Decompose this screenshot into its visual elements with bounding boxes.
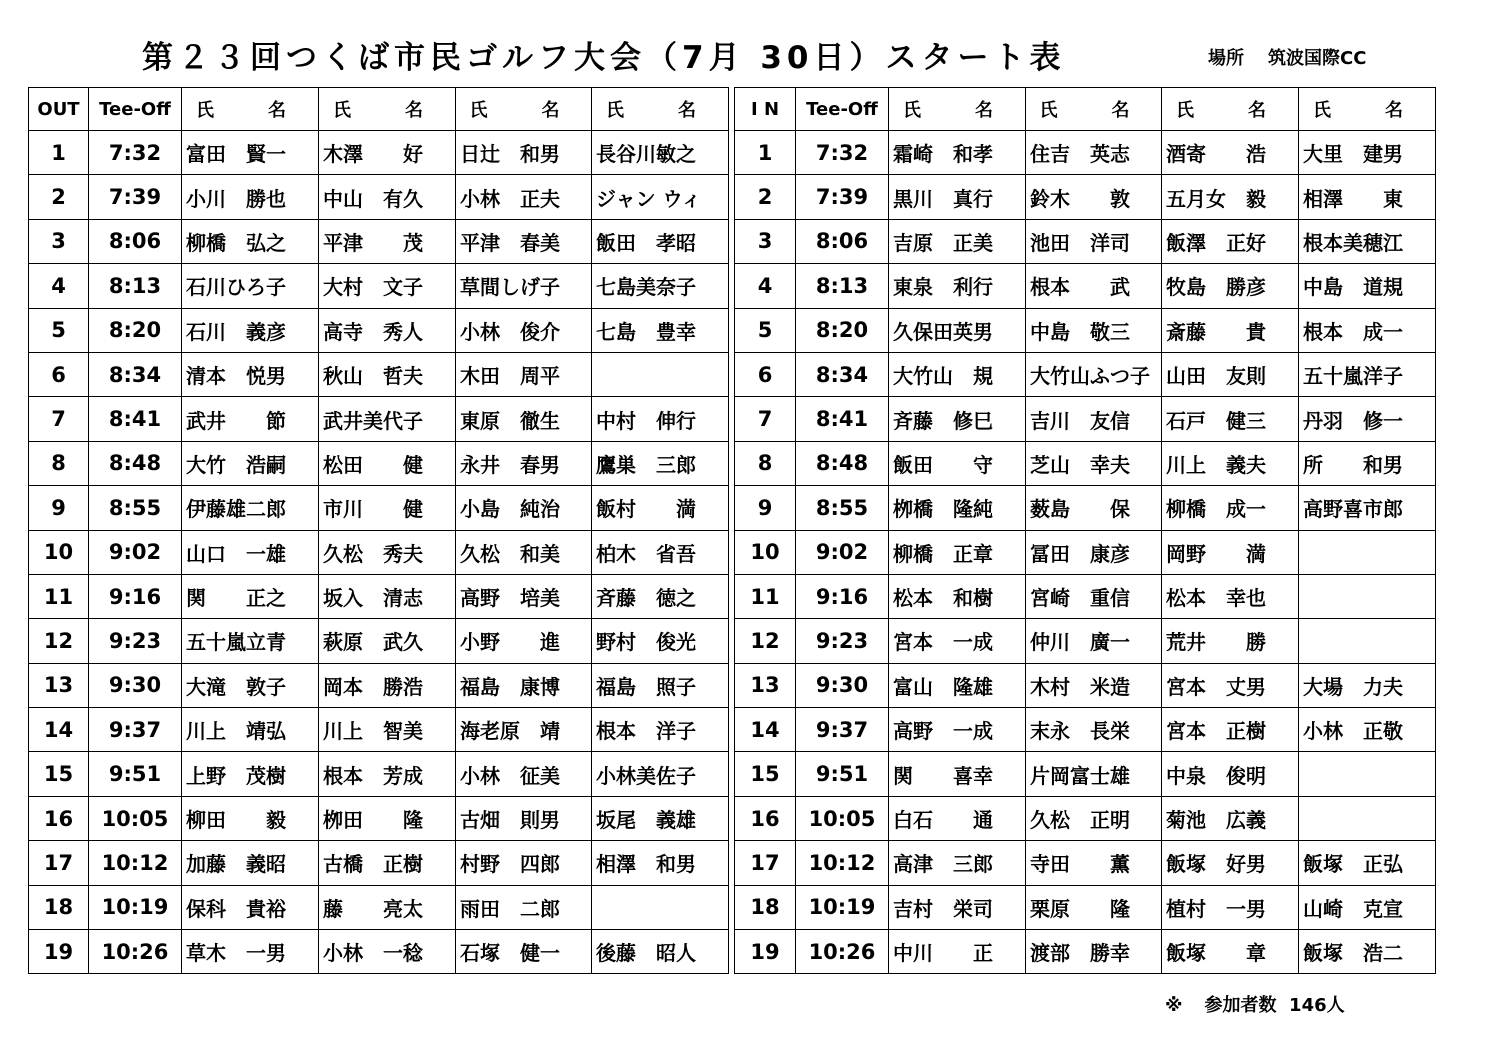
name-header: 氏 名 [456, 88, 592, 131]
group-number: 16 [29, 796, 89, 840]
table-row [29, 486, 729, 530]
player-name: 仲川 廣一 [1026, 619, 1162, 663]
table-row [29, 930, 729, 974]
group-number: 14 [29, 708, 89, 752]
player-name: 根本美穂江 [1299, 219, 1436, 263]
group-number: 9 [29, 486, 89, 530]
player-name: 石戸 健三 [1162, 397, 1299, 441]
tee-off-time: 8:34 [89, 352, 182, 396]
player-name [1299, 619, 1436, 663]
table-row [29, 752, 729, 796]
player-name: 宮本 丈男 [1162, 663, 1299, 707]
player-name: 武井美代子 [319, 397, 456, 441]
group-number: 10 [29, 530, 89, 574]
player-name: 古橋 正樹 [319, 841, 456, 885]
player-name: 栁橋 隆純 [889, 486, 1026, 530]
player-name: 長谷川敏之 [592, 131, 729, 175]
group-number: 19 [29, 930, 89, 974]
player-name: 関 正之 [182, 574, 319, 618]
course-header: OUT [29, 88, 89, 131]
player-name: 中島 道規 [1299, 264, 1436, 308]
player-name: 福島 照子 [592, 663, 729, 707]
player-name: 高野 培美 [456, 574, 592, 618]
player-name: 宮崎 重信 [1026, 574, 1162, 618]
tee-off-time: 8:06 [796, 219, 889, 263]
table-row [735, 708, 1436, 752]
player-name: 東泉 利行 [889, 264, 1026, 308]
group-number: 10 [735, 530, 796, 574]
player-name: 柳橋 弘之 [182, 219, 319, 263]
tee-off-time: 10:12 [796, 841, 889, 885]
player-name: 大滝 敦子 [182, 663, 319, 707]
player-name: 清本 悦男 [182, 352, 319, 396]
tee-off-header: Tee-Off [89, 88, 182, 131]
player-name: 川上 智美 [319, 708, 456, 752]
tee-off-time: 7:39 [796, 175, 889, 219]
table-row [735, 264, 1436, 308]
tee-off-time: 8:13 [796, 264, 889, 308]
player-name: 中島 敬三 [1026, 308, 1162, 352]
in-start-table [734, 87, 1436, 974]
tee-off-time: 10:19 [796, 885, 889, 929]
group-number: 7 [29, 397, 89, 441]
tee-off-time: 8:48 [796, 441, 889, 485]
player-name: 牧島 勝彦 [1162, 264, 1299, 308]
group-number: 2 [735, 175, 796, 219]
player-name: 後藤 昭人 [592, 930, 729, 974]
player-name: 木澤 好 [319, 131, 456, 175]
group-number: 4 [735, 264, 796, 308]
player-name: 薮島 保 [1026, 486, 1162, 530]
player-name: 萩原 武久 [319, 619, 456, 663]
player-name: 植村 一男 [1162, 885, 1299, 929]
tee-off-time: 7:39 [89, 175, 182, 219]
player-name: 久松 秀夫 [319, 530, 456, 574]
player-name: 平津 春美 [456, 219, 592, 263]
table-row [29, 619, 729, 663]
player-name: ジャン ウィ [592, 175, 729, 219]
tee-off-time: 9:02 [89, 530, 182, 574]
player-name: 吉川 友信 [1026, 397, 1162, 441]
tee-off-time: 9:30 [89, 663, 182, 707]
player-name: 斉藤 徳之 [592, 574, 729, 618]
player-name: 末永 長栄 [1026, 708, 1162, 752]
tee-off-time: 8:48 [89, 441, 182, 485]
player-name: 大村 文子 [319, 264, 456, 308]
player-name: 坂尾 義雄 [592, 796, 729, 840]
out-header-row [29, 88, 729, 131]
table-row [735, 574, 1436, 618]
in-header-row [735, 88, 1436, 131]
table-row [29, 131, 729, 175]
player-name: 関 喜幸 [889, 752, 1026, 796]
venue-label: 場所 [1208, 48, 1244, 69]
player-name: 宮本 一成 [889, 619, 1026, 663]
player-name: 小野 進 [456, 619, 592, 663]
table-row [735, 486, 1436, 530]
out-start-table [28, 87, 729, 974]
player-name: 雨田 二郎 [456, 885, 592, 929]
player-name: 小林 俊介 [456, 308, 592, 352]
player-name: 野村 俊光 [592, 619, 729, 663]
group-number: 6 [29, 352, 89, 396]
player-name: 松本 幸也 [1162, 574, 1299, 618]
player-name: 相澤 東 [1299, 175, 1436, 219]
group-number: 3 [735, 219, 796, 263]
player-name: 五月女 毅 [1162, 175, 1299, 219]
player-name: 斎藤 貴 [1162, 308, 1299, 352]
group-number: 13 [29, 663, 89, 707]
table-row [29, 441, 729, 485]
player-name: 平津 茂 [319, 219, 456, 263]
name-header: 氏 名 [182, 88, 319, 131]
tee-off-time: 8:20 [89, 308, 182, 352]
player-name: 所 和男 [1299, 441, 1436, 485]
table-row [735, 352, 1436, 396]
group-number: 8 [29, 441, 89, 485]
note-mark: ※ [1165, 995, 1183, 1016]
player-name: 松本 和樹 [889, 574, 1026, 618]
player-name: 村野 四郎 [456, 841, 592, 885]
player-name: 中川 正 [889, 930, 1026, 974]
player-name: 冨田 康彦 [1026, 530, 1162, 574]
tee-off-time: 8:41 [796, 397, 889, 441]
table-row [735, 885, 1436, 929]
player-name: 上野 茂樹 [182, 752, 319, 796]
player-name: 久松 正明 [1026, 796, 1162, 840]
group-number: 4 [29, 264, 89, 308]
player-name: 根本 武 [1026, 264, 1162, 308]
player-name: 大竹山ふつ子 [1026, 352, 1162, 396]
group-number: 11 [29, 574, 89, 618]
group-number: 17 [735, 841, 796, 885]
name-header: 氏 名 [319, 88, 456, 131]
group-number: 19 [735, 930, 796, 974]
player-name: 相澤 和男 [592, 841, 729, 885]
player-name: 渡部 勝幸 [1026, 930, 1162, 974]
player-name: 高野喜市郎 [1299, 486, 1436, 530]
venue-name: 筑波国際CC [1268, 48, 1367, 69]
table-row [735, 219, 1436, 263]
player-name: 草間しげ子 [456, 264, 592, 308]
table-row [735, 663, 1436, 707]
player-name: 石川ひろ子 [182, 264, 319, 308]
table-row [735, 930, 1436, 974]
player-name: 坂入 清志 [319, 574, 456, 618]
tee-off-time: 9:30 [796, 663, 889, 707]
player-name: 秋山 哲夫 [319, 352, 456, 396]
player-name: 斉藤 修巳 [889, 397, 1026, 441]
tee-off-time: 10:05 [89, 796, 182, 840]
group-number: 2 [29, 175, 89, 219]
player-name: 高寺 秀人 [319, 308, 456, 352]
player-name: 市川 健 [319, 486, 456, 530]
group-number: 12 [735, 619, 796, 663]
player-name: 吉原 正美 [889, 219, 1026, 263]
table-row [735, 397, 1436, 441]
tee-off-time: 8:55 [796, 486, 889, 530]
player-name [1299, 530, 1436, 574]
player-name: 福島 康博 [456, 663, 592, 707]
table-row [735, 175, 1436, 219]
group-number: 18 [29, 885, 89, 929]
table-row [735, 619, 1436, 663]
player-name: 飯塚 正弘 [1299, 841, 1436, 885]
player-name [592, 352, 729, 396]
player-name [592, 885, 729, 929]
player-name: 山田 友則 [1162, 352, 1299, 396]
participant-summary [1165, 992, 1425, 1020]
player-name: 久松 和美 [456, 530, 592, 574]
player-name: 酒寄 浩 [1162, 131, 1299, 175]
player-name: 富山 隆雄 [889, 663, 1026, 707]
tee-off-header: Tee-Off [796, 88, 889, 131]
player-name: 白石 通 [889, 796, 1026, 840]
player-name: 松田 健 [319, 441, 456, 485]
player-name: 加藤 義昭 [182, 841, 319, 885]
player-name: 小林 正敬 [1299, 708, 1436, 752]
player-name: 柳田 毅 [182, 796, 319, 840]
player-name: 飯澤 正好 [1162, 219, 1299, 263]
group-number: 1 [735, 131, 796, 175]
name-header: 氏 名 [1026, 88, 1162, 131]
player-name: 川上 靖弘 [182, 708, 319, 752]
group-number: 11 [735, 574, 796, 618]
table-row [735, 752, 1436, 796]
group-number: 12 [29, 619, 89, 663]
group-number: 9 [735, 486, 796, 530]
player-name: 柏木 省吾 [592, 530, 729, 574]
player-name: 根本 成一 [1299, 308, 1436, 352]
player-name: 池田 洋司 [1026, 219, 1162, 263]
table-row [29, 397, 729, 441]
table-row [29, 175, 729, 219]
player-name: 小林 正夫 [456, 175, 592, 219]
player-name: 草木 一男 [182, 930, 319, 974]
player-name: 大竹 浩嗣 [182, 441, 319, 485]
group-number: 8 [735, 441, 796, 485]
player-name: 小林美佐子 [592, 752, 729, 796]
table-row [29, 708, 729, 752]
player-name: 根本 芳成 [319, 752, 456, 796]
player-name: 中山 有久 [319, 175, 456, 219]
venue-info [1208, 44, 1408, 74]
table-row [735, 441, 1436, 485]
tee-off-time: 10:19 [89, 885, 182, 929]
tee-off-time: 9:23 [796, 619, 889, 663]
group-number: 16 [735, 796, 796, 840]
group-number: 5 [735, 308, 796, 352]
player-name: 伊藤雄二郎 [182, 486, 319, 530]
player-name: 川上 義夫 [1162, 441, 1299, 485]
tee-off-time: 8:34 [796, 352, 889, 396]
player-name: 小林 征美 [456, 752, 592, 796]
table-row [735, 530, 1436, 574]
table-row [29, 885, 729, 929]
player-name: 柳橋 成一 [1162, 486, 1299, 530]
tee-off-time: 9:23 [89, 619, 182, 663]
tee-off-time: 9:37 [796, 708, 889, 752]
tee-off-time: 7:32 [89, 131, 182, 175]
player-name: 飯塚 好男 [1162, 841, 1299, 885]
tee-off-time: 8:55 [89, 486, 182, 530]
player-name: 大里 建男 [1299, 131, 1436, 175]
player-name: 岡本 勝浩 [319, 663, 456, 707]
table-row [29, 663, 729, 707]
name-header: 氏 名 [1299, 88, 1436, 131]
player-name: 永井 春男 [456, 441, 592, 485]
tee-off-time: 9:16 [89, 574, 182, 618]
tee-off-time: 9:02 [796, 530, 889, 574]
table-row [29, 219, 729, 263]
tee-off-time: 8:13 [89, 264, 182, 308]
tee-off-time: 10:05 [796, 796, 889, 840]
player-name: 中泉 俊明 [1162, 752, 1299, 796]
player-name: 木田 周平 [456, 352, 592, 396]
table-row [29, 264, 729, 308]
name-header: 氏 名 [592, 88, 729, 131]
player-name: 飯田 孝昭 [592, 219, 729, 263]
table-row [29, 308, 729, 352]
player-name: 宮本 正樹 [1162, 708, 1299, 752]
player-name: 山崎 克宣 [1299, 885, 1436, 929]
player-name: 山口 一雄 [182, 530, 319, 574]
name-header: 氏 名 [1162, 88, 1299, 131]
table-row [29, 796, 729, 840]
table-row [735, 796, 1436, 840]
player-name: 片岡富士雄 [1026, 752, 1162, 796]
player-name: 久保田英男 [889, 308, 1026, 352]
player-name: 古畑 則男 [456, 796, 592, 840]
player-name [1299, 752, 1436, 796]
table-row [735, 131, 1436, 175]
tee-off-time: 9:51 [89, 752, 182, 796]
tee-off-time: 10:26 [89, 930, 182, 974]
player-name: 武井 節 [182, 397, 319, 441]
player-name: 寺田 薫 [1026, 841, 1162, 885]
player-name: 保科 貴裕 [182, 885, 319, 929]
player-name: 七島 豊幸 [592, 308, 729, 352]
group-number: 5 [29, 308, 89, 352]
player-name: 柳橋 正章 [889, 530, 1026, 574]
table-row [735, 308, 1436, 352]
tee-off-time: 8:20 [796, 308, 889, 352]
name-header: 氏 名 [889, 88, 1026, 131]
group-number: 18 [735, 885, 796, 929]
page-title: 第２３回つくば市民ゴルフ大会（7月 30日）スタート表 [142, 40, 1066, 76]
player-name: 大場 力夫 [1299, 663, 1436, 707]
player-name: 飯村 満 [592, 486, 729, 530]
group-number: 3 [29, 219, 89, 263]
player-name: 丹羽 修一 [1299, 397, 1436, 441]
player-name: 荒井 勝 [1162, 619, 1299, 663]
player-name: 根本 洋子 [592, 708, 729, 752]
player-name: 飯塚 浩二 [1299, 930, 1436, 974]
participants-label: 参加者数 [1204, 995, 1277, 1016]
player-name: 栗原 隆 [1026, 885, 1162, 929]
player-name: 東原 徹生 [456, 397, 592, 441]
player-name: 石川 義彦 [182, 308, 319, 352]
tee-off-time: 8:41 [89, 397, 182, 441]
participants-count: 146人 [1289, 995, 1345, 1016]
table-row [29, 352, 729, 396]
table-row [735, 841, 1436, 885]
player-name [1299, 574, 1436, 618]
player-name: 住吉 英志 [1026, 131, 1162, 175]
player-name: 富田 賢一 [182, 131, 319, 175]
table-row [29, 530, 729, 574]
player-name: 鈴木 敦 [1026, 175, 1162, 219]
player-name: 木村 米造 [1026, 663, 1162, 707]
player-name: 日辻 和男 [456, 131, 592, 175]
player-name: 飯塚 章 [1162, 930, 1299, 974]
player-name: 小林 一稔 [319, 930, 456, 974]
tee-off-time: 9:51 [796, 752, 889, 796]
tee-off-time: 9:16 [796, 574, 889, 618]
table-row [29, 841, 729, 885]
player-name: 七島美奈子 [592, 264, 729, 308]
tee-off-time: 7:32 [796, 131, 889, 175]
course-header: I N [735, 88, 796, 131]
group-number: 15 [29, 752, 89, 796]
player-name: 菊池 広義 [1162, 796, 1299, 840]
group-number: 1 [29, 131, 89, 175]
player-name: 吉村 栄司 [889, 885, 1026, 929]
group-number: 7 [735, 397, 796, 441]
player-name: 高野 一成 [889, 708, 1026, 752]
player-name: 霜崎 和孝 [889, 131, 1026, 175]
tee-off-time: 9:37 [89, 708, 182, 752]
player-name: 五十嵐立青 [182, 619, 319, 663]
player-name [1299, 796, 1436, 840]
group-number: 14 [735, 708, 796, 752]
player-name: 石塚 健一 [456, 930, 592, 974]
player-name: 黒川 真行 [889, 175, 1026, 219]
group-number: 13 [735, 663, 796, 707]
tee-off-time: 10:12 [89, 841, 182, 885]
table-row [29, 574, 729, 618]
player-name: 小川 勝也 [182, 175, 319, 219]
player-name: 小島 純治 [456, 486, 592, 530]
player-name: 栁田 隆 [319, 796, 456, 840]
player-name: 中村 伸行 [592, 397, 729, 441]
player-name: 藤 亮太 [319, 885, 456, 929]
tee-off-time: 8:06 [89, 219, 182, 263]
player-name: 芝山 幸夫 [1026, 441, 1162, 485]
group-number: 6 [735, 352, 796, 396]
player-name: 高津 三郎 [889, 841, 1026, 885]
player-name: 飯田 守 [889, 441, 1026, 485]
tee-off-time: 10:26 [796, 930, 889, 974]
player-name: 五十嵐洋子 [1299, 352, 1436, 396]
player-name: 大竹山 規 [889, 352, 1026, 396]
player-name: 海老原 靖 [456, 708, 592, 752]
group-number: 15 [735, 752, 796, 796]
player-name: 鷹巣 三郎 [592, 441, 729, 485]
player-name: 岡野 満 [1162, 530, 1299, 574]
group-number: 17 [29, 841, 89, 885]
